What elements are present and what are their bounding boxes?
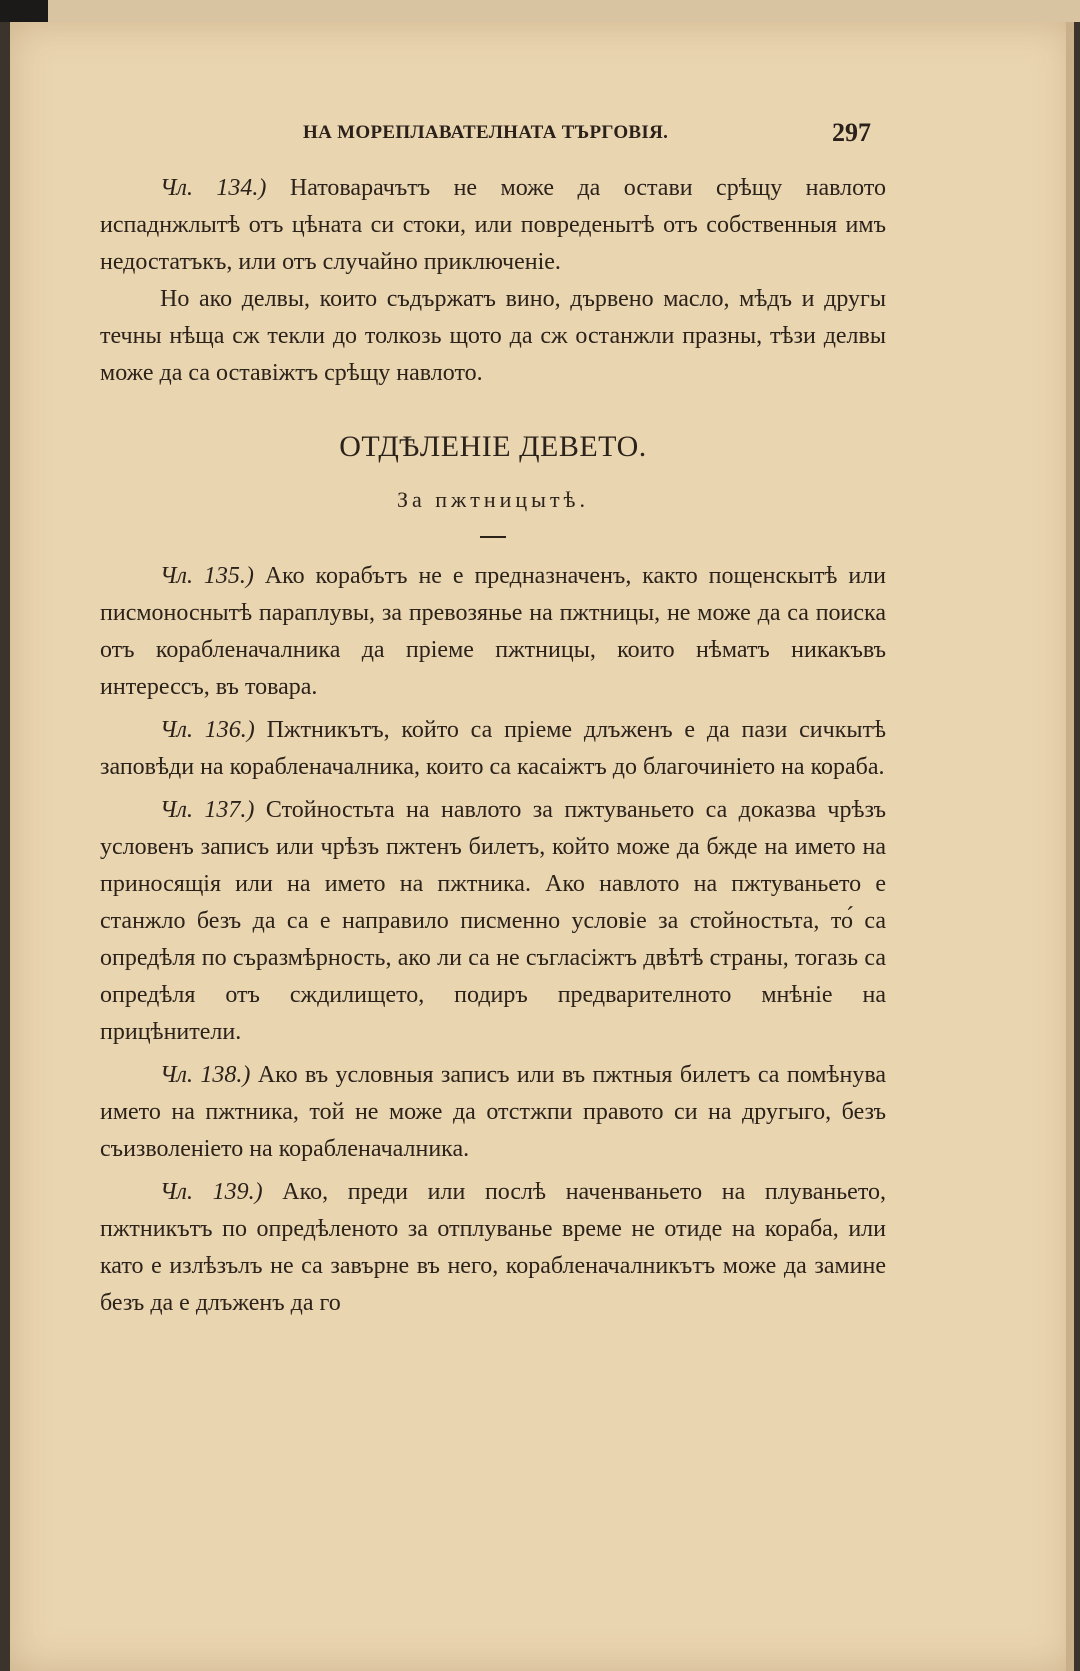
section-rule (480, 536, 506, 538)
article-number: Чл. 136.) (160, 717, 255, 743)
scan-top-strip (0, 0, 1080, 22)
paragraph-text: Но ако делвы, които съдържатъ вино, дървено масло, мѣдъ и другы течны нѣща сж текли до толкозь щото да сж останжли празны, тѣзи делвы може да са оставіжтъ срѣщу навлото. (100, 286, 886, 386)
running-title: НА МОРЕПЛАВАТЕЛНАТА ТЪРГОВІЯ. (303, 122, 669, 143)
paragraph-art-139 (100, 1174, 886, 1322)
paragraph-text: Пжтникътъ, който са пріеме длъженъ е да пази сичкытѣ заповѣди на корабленачалника, които са касаіжтъ до благочиніето на кораба. (100, 717, 887, 780)
paragraph-art-138 (100, 1057, 886, 1168)
page-edge (1066, 22, 1074, 1671)
paragraph-continuation (100, 281, 886, 392)
paragraph-text: Ако корабътъ не е предназначенъ, както пощенскытѣ или писмоноснытѣ параплувы, за превозянье на пжтницы, не може да са поиска отъ корабленачалника да пріеме пжтницы, които нѣматъ никакъвъ интерессъ, въ товара. (100, 563, 886, 700)
paragraph-art-137 (100, 792, 886, 1051)
paragraph-text: Ако, преди или послѣ наченваньето на плуваньето, пжтникътъ по опредѣленото за отплуванье време не отиде на кораба, или като е излѣзълъ не са завърне въ него, корабленачалникътъ може да замине безъ да е длъженъ да го (100, 1179, 886, 1316)
paragraph-art-136 (100, 712, 886, 786)
paragraph-text: Стойностьта на навлото за пжтуваньето са доказва чрѣзъ условенъ записъ или чрѣзъ пжтенъ билетъ, който може да бжде на името на приносящія или на името на пжтника. Ако навлото на пжтуваньето е станжло безъ да са е направило писменно условіе за стойностьта, то́ са опредѣля по съразмѣрность, ако ли са не съгласіжтъ двѣтѣ страны, тогазь са опредѣля отъ сждилището, подиръ предварителното мнѣніе на прицѣнители. (100, 797, 887, 1045)
page-number: 297 (832, 118, 871, 147)
section-subtitle: За пжтницытѣ. (396, 487, 590, 512)
body-text (100, 170, 886, 1322)
article-number: Чл. 139.) (160, 1179, 263, 1205)
paragraph-art-134 (100, 170, 886, 281)
paragraph-art-135 (100, 558, 886, 706)
paragraph-text: Натоварачътъ не може да остави срѣщу навлото испаднжлытѣ отъ цѣната си стоки, или повреденытѣ отъ собственныя имъ недостатъкъ, или отъ случайно приключеніе. (100, 175, 886, 275)
article-number: Чл. 135.) (160, 563, 254, 589)
section-title: ОТДѢЛЕНІЕ ДЕВЕТО. (339, 430, 647, 463)
article-number: Чл. 138.) (160, 1062, 251, 1088)
article-number: Чл. 134.) (160, 175, 267, 201)
article-number: Чл. 137.) (160, 797, 255, 823)
scan-dark-corner (0, 0, 48, 22)
running-head (0, 118, 1080, 150)
paragraph-text: Ако въ условныя записъ или въ пжтныя билетъ са помѣнува името на пжтника, той не може да отстжпи правото си на другыго, безъ съизволеніето на корабленачалника. (100, 1062, 886, 1162)
